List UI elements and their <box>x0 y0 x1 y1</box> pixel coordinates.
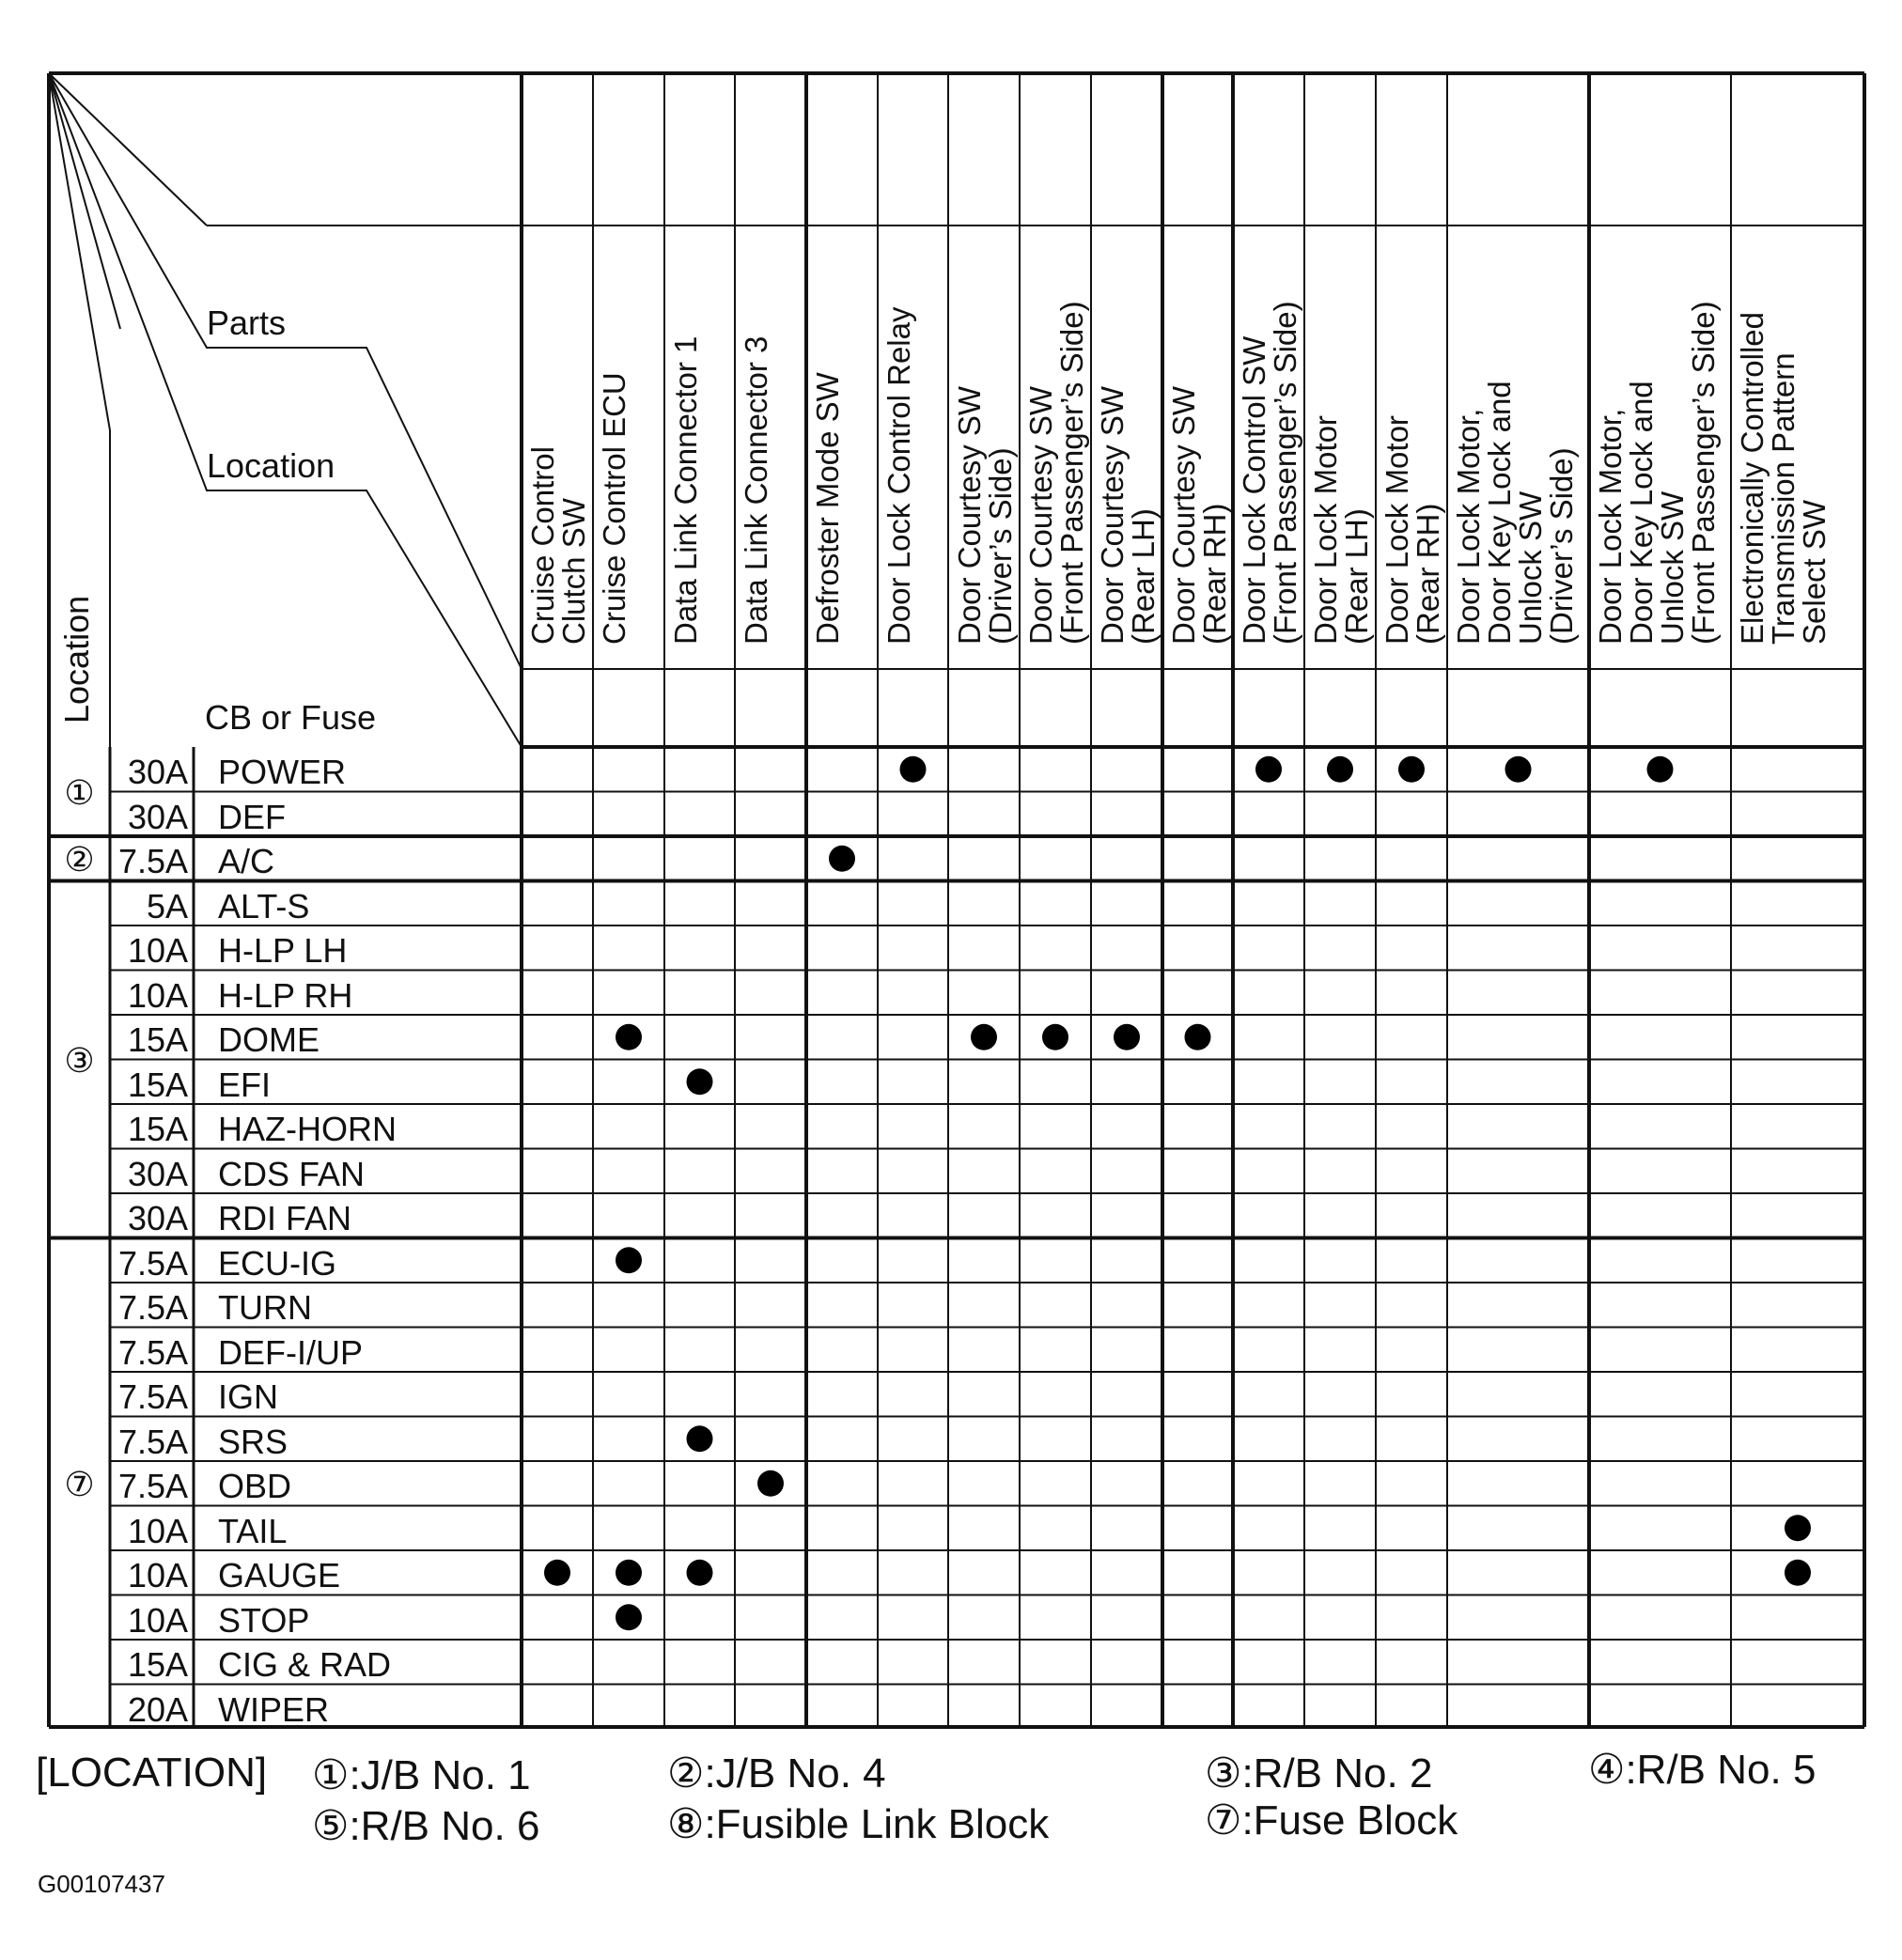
location-symbol: ② <box>64 839 95 879</box>
connection-dot <box>1327 756 1353 783</box>
fuse-name: IGN <box>218 1377 279 1416</box>
connection-dot <box>757 1470 784 1497</box>
column-header-line: Door Lock Control Relay <box>881 306 916 645</box>
column-header-line: (Rear LH) <box>1126 508 1161 645</box>
fuse-name: SRS <box>218 1422 288 1461</box>
fuse-amperage: 30A <box>127 1154 188 1193</box>
connection-dot <box>687 1068 713 1095</box>
connection-dot <box>687 1425 713 1452</box>
fuse-name: CDS FAN <box>218 1154 366 1193</box>
fuse-amperage: 15A <box>127 1065 188 1104</box>
column-header <box>670 231 733 645</box>
fuse-amperage: 7.5A <box>117 1243 188 1283</box>
column-header-line: (Rear LH) <box>1339 508 1374 645</box>
fuse-amperage: 15A <box>127 1645 188 1684</box>
column-header-line: (Front Passenger’s Side) <box>1268 301 1302 645</box>
header-diagonal <box>49 73 522 669</box>
location-symbol: ① <box>64 772 95 812</box>
column-header-line: Door Key Lock and <box>1624 381 1659 645</box>
column-header <box>599 231 663 645</box>
column-header-line: Door Lock Motor <box>1308 415 1343 645</box>
fuse-name: A/C <box>218 842 275 880</box>
fuse-name: TAIL <box>218 1511 288 1550</box>
fuse-name: H-LP LH <box>218 931 348 970</box>
fuse-amperage: 30A <box>127 1199 188 1237</box>
connection-dot <box>971 1024 997 1050</box>
column-header <box>527 231 591 645</box>
fuse-amperage: 7.5A <box>117 1467 188 1505</box>
fuse-amperage: 10A <box>127 1511 188 1550</box>
location-symbol: ③ <box>64 1040 95 1080</box>
parts-header-label: Parts <box>207 303 287 342</box>
column-header <box>1310 231 1374 645</box>
connection-dot <box>1185 1024 1211 1050</box>
column-header <box>954 231 1018 645</box>
column-header <box>1025 231 1089 645</box>
column-header-line: Unlock SW <box>1655 490 1690 645</box>
fuse-amperage: 30A <box>127 797 188 836</box>
fuse-name: WIPER <box>218 1689 330 1729</box>
fuse-name: POWER <box>218 753 347 791</box>
column-header <box>812 231 876 645</box>
connection-dot <box>1785 1560 1811 1586</box>
column-header-line: Door Key Lock and <box>1482 381 1517 645</box>
column-header <box>1381 231 1445 645</box>
location-symbol: ⑦ <box>64 1464 95 1503</box>
fuse-amperage: 5A <box>146 886 188 926</box>
column-header <box>1097 231 1161 645</box>
column-header-line: Electronically Controlled <box>1735 312 1769 645</box>
legend-item: ②:J/B No. 4 <box>667 1750 886 1797</box>
column-header <box>1168 231 1231 645</box>
connection-dot <box>829 846 855 872</box>
fuse-amperage: 30A <box>127 753 188 791</box>
header-diagonal <box>49 73 120 329</box>
connection-dot <box>616 1604 642 1630</box>
column-header <box>1239 231 1302 645</box>
fuse-amperage: 10A <box>127 1556 188 1594</box>
fuse-amperage: 7.5A <box>117 842 188 880</box>
fuse-name: ECU-IG <box>218 1243 336 1283</box>
column-header-line: Cruise Control ECU <box>597 372 631 645</box>
fuse-amperage: 10A <box>127 1600 188 1640</box>
location-header-label: Location <box>207 446 335 485</box>
cb-fuse-header-label: CB or Fuse <box>205 698 377 737</box>
connection-dot <box>616 1247 642 1273</box>
fuse-amperage: 15A <box>127 1020 188 1059</box>
column-header-line: Clutch SW <box>556 498 591 645</box>
column-header <box>1453 231 1587 645</box>
column-header-line: (Driver’s Side) <box>1544 447 1579 645</box>
column-header-line: (Rear RH) <box>1197 503 1232 645</box>
column-header-line: (Rear RH) <box>1411 503 1445 645</box>
fuse-amperage: 7.5A <box>117 1377 188 1416</box>
connection-dot <box>616 1560 642 1586</box>
column-header <box>883 231 946 645</box>
connection-dot <box>1785 1515 1811 1541</box>
legend-item: ⑤:R/B No. 6 <box>312 1803 540 1849</box>
column-header-line: Transmission Pattern <box>1766 352 1801 645</box>
legend-item: ③:R/B No. 2 <box>1205 1750 1433 1797</box>
column-header-line: Door Lock Motor, <box>1451 408 1486 645</box>
legend-item: ⑦:Fuse Block <box>1205 1797 1458 1843</box>
fuse-amperage: 20A <box>127 1689 188 1729</box>
column-header-line: Door Courtesy SW <box>1095 385 1130 645</box>
fuse-amperage: 10A <box>127 931 188 970</box>
connection-dot <box>1114 1024 1140 1050</box>
column-header-line: Door Lock Control SW <box>1237 335 1271 645</box>
column-header-line: (Front Passenger’s Side) <box>1054 301 1089 645</box>
fuse-name: CIG & RAD <box>218 1645 392 1684</box>
column-header <box>1737 231 1863 645</box>
column-header-line: Unlock SW <box>1513 490 1548 645</box>
connection-dot <box>1255 756 1282 783</box>
legend-title: [LOCATION] <box>36 1750 268 1796</box>
fuse-amperage: 7.5A <box>117 1422 188 1461</box>
column-header-line: Cruise Control <box>525 446 560 645</box>
figure-code: G00107437 <box>38 1870 165 1898</box>
connection-dot <box>544 1560 570 1586</box>
column-header-line: Door Lock Motor, <box>1593 408 1628 645</box>
column-header-line: Data Link Connector 3 <box>739 335 773 645</box>
connection-dot <box>1647 756 1674 783</box>
column-header-line: Door Courtesy SW <box>1166 385 1201 645</box>
column-header-line: Door Courtesy SW <box>1023 385 1058 645</box>
connection-dot <box>900 756 927 783</box>
fuse-amperage: 7.5A <box>117 1288 188 1327</box>
column-header <box>1595 231 1729 645</box>
column-header-line: Select SW <box>1797 499 1832 645</box>
fuse-name: OBD <box>218 1467 292 1505</box>
fuse-name: DOME <box>218 1020 320 1059</box>
column-header <box>741 231 804 645</box>
fuse-name: H-LP RH <box>218 975 353 1015</box>
connection-dot <box>1398 756 1425 783</box>
column-header-line: Defroster Mode SW <box>810 372 845 645</box>
fuse-name: DEF <box>218 797 286 836</box>
column-header-line: Door Courtesy SW <box>952 385 987 645</box>
column-header-line: Data Link Connector 1 <box>668 335 703 645</box>
fuse-name: HAZ-HORN <box>218 1110 397 1148</box>
connection-dot <box>616 1024 642 1050</box>
legend-item: ⑧:Fusible Link Block <box>667 1801 1050 1847</box>
fuse-name: EFI <box>218 1065 272 1104</box>
fuse-name: TURN <box>218 1288 312 1327</box>
fuse-name: DEF-I/UP <box>218 1332 364 1372</box>
column-header-line: (Front Passenger’s Side) <box>1686 301 1721 645</box>
fuse-amperage: 7.5A <box>117 1332 188 1372</box>
legend-item: ①:J/B No. 1 <box>312 1752 531 1798</box>
connection-dot <box>1505 756 1532 783</box>
fuse-name: RDI FAN <box>218 1199 352 1237</box>
fuse-amperage: 15A <box>127 1110 188 1148</box>
fuse-name: STOP <box>218 1600 310 1640</box>
header-diagonal <box>49 73 522 747</box>
connection-dot <box>687 1560 713 1586</box>
connection-dot <box>1042 1024 1068 1050</box>
fuse-amperage: 10A <box>127 975 188 1015</box>
header-diagonal <box>49 73 207 226</box>
column-header-line: (Driver’s Side) <box>983 447 1018 645</box>
column-header-line: Door Lock Motor <box>1380 415 1414 645</box>
location-vertical-label: Location <box>57 595 96 723</box>
fuse-name: ALT-S <box>218 886 310 926</box>
fuse-name: GAUGE <box>218 1556 341 1594</box>
legend-item: ④:R/B No. 5 <box>1588 1747 1816 1793</box>
